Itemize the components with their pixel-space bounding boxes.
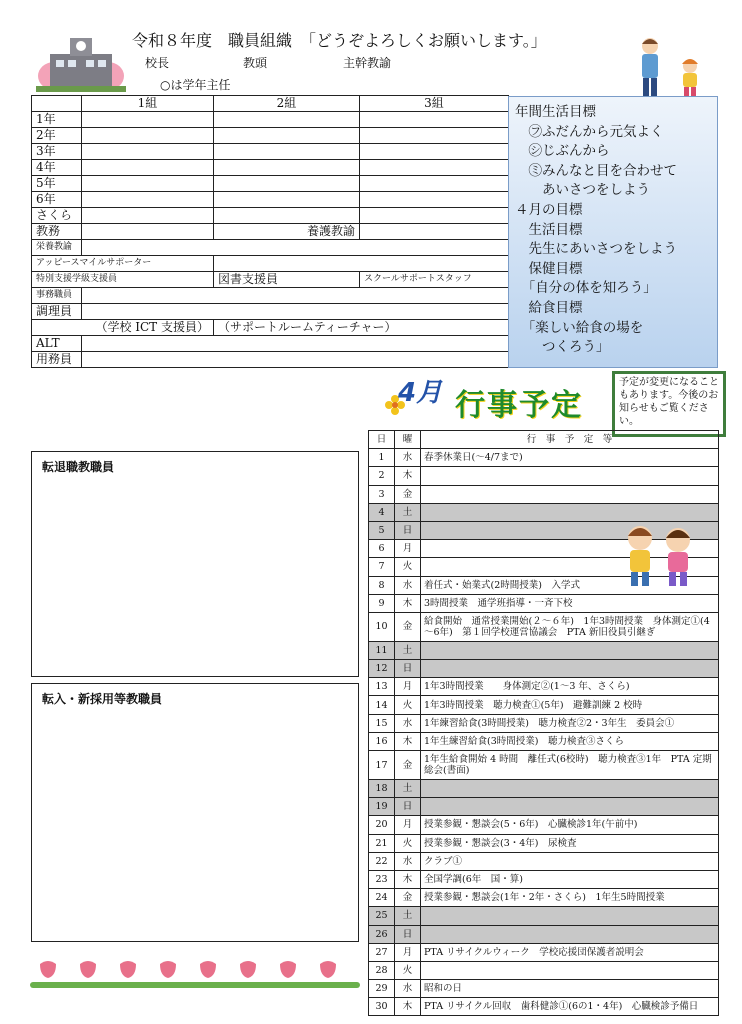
happy-row — [32, 256, 509, 272]
schedule-event — [421, 660, 719, 678]
alt-label: ALT — [32, 336, 82, 352]
schedule-weekday: 木 — [395, 870, 421, 888]
staff-header-row — [32, 96, 509, 112]
chori-row — [32, 304, 509, 320]
schedule-day: 9 — [369, 594, 395, 612]
schedule-event: 1年生練習給食(3時間授業) 聴力検査③さくら — [421, 732, 719, 750]
grade-row — [32, 160, 509, 176]
schedule-weekday: 月 — [395, 943, 421, 961]
schedule-event: 着任式・始業式(2時間授業) 入学式 — [421, 576, 719, 594]
grade-label: さくら — [32, 208, 82, 224]
grade-row — [32, 208, 509, 224]
schedule-day: 13 — [369, 678, 395, 696]
schedule-day: 26 — [369, 925, 395, 943]
schedule-weekday: 金 — [395, 889, 421, 907]
schedule-weekday: 土 — [395, 907, 421, 925]
grade-row — [32, 112, 509, 128]
jimu-label: 事務職員 — [32, 288, 82, 304]
schedule-event — [421, 907, 719, 925]
schedule-event: 3時間授業 通学班指導・一斉下校 — [421, 594, 719, 612]
yomu-label: 用務員 — [32, 352, 82, 368]
schedule-row — [369, 889, 719, 907]
schedule-weekday: 月 — [395, 540, 421, 558]
schedule-row — [369, 751, 719, 780]
column-header: 3組 — [360, 96, 509, 112]
schedule-row — [369, 732, 719, 750]
schedule-weekday: 金 — [395, 485, 421, 503]
schedule-day: 1 — [369, 449, 395, 467]
schedule-header-day: 日 — [369, 431, 395, 449]
jimu-row — [32, 288, 509, 304]
schedule-day: 24 — [369, 889, 395, 907]
schedule-header-row — [369, 431, 719, 449]
principal-label: 校長 — [145, 56, 170, 70]
schedule-row — [369, 467, 719, 485]
schedule-weekday: 火 — [395, 834, 421, 852]
schedule-event — [421, 961, 719, 979]
schedule-row — [369, 943, 719, 961]
goal-line: あいさつをしよう — [515, 182, 650, 199]
schedule-event — [421, 485, 719, 503]
schedule-day: 10 — [369, 612, 395, 641]
grade-label: 4年 — [32, 160, 82, 176]
goal-line: 先生にあいさつをしよう — [515, 241, 677, 258]
schedule-weekday: 金 — [395, 612, 421, 641]
schedule-row — [369, 816, 719, 834]
schedule-weekday: 水 — [395, 714, 421, 732]
schedule-row — [369, 714, 719, 732]
schedule-event: 授業参観・懇談会(3・4年) 尿検査 — [421, 834, 719, 852]
grade-leader-note: ○は学年主任 — [160, 78, 231, 92]
schedule-day: 19 — [369, 798, 395, 816]
grade-label: 2年 — [32, 128, 82, 144]
schedule-weekday: 木 — [395, 998, 421, 1016]
schedule-day: 12 — [369, 660, 395, 678]
goal-line: ㋛じぶんから — [515, 143, 610, 160]
schedule-event: 全国学調(6年 国・算) — [421, 870, 719, 888]
kyomu-row — [32, 224, 509, 240]
schedule-day: 5 — [369, 521, 395, 539]
eiyo-row — [32, 240, 509, 256]
goal-line: 「楽しい給食の場を — [515, 319, 644, 336]
schedule-day: 20 — [369, 816, 395, 834]
eiyo-label: 栄養教諭 — [32, 240, 82, 256]
schedule-weekday: 金 — [395, 751, 421, 780]
schedule-weekday: 火 — [395, 961, 421, 979]
schedule-day: 6 — [369, 540, 395, 558]
schedule-event: PTA リサイクル回収 歯科健診①(6の1・4年) 心臓検診予備日 — [421, 998, 719, 1016]
monthly-goals-panel — [508, 96, 718, 368]
schedule-row — [369, 594, 719, 612]
schedule-event: 1年3時間授業 聴力検査①(5年) 避難訓練 2 校時 — [421, 696, 719, 714]
goal-line: ㋯みんなと目を合わせて — [515, 162, 677, 179]
transfer-in-label: 転入・新採用等教職員 — [42, 692, 163, 706]
schedule-weekday: 木 — [395, 594, 421, 612]
page-title: 令和８年度 職員組織 「どうぞよろしくお願いします。」 — [132, 31, 547, 50]
schedule-event: 1年生給食開始 4 時間 離任式(6校時) 聴力検査③1年 PTA 定期総会(書面) — [421, 751, 719, 780]
schedule-day: 8 — [369, 576, 395, 594]
column-header: 2組 — [214, 96, 360, 112]
ict-row — [32, 320, 509, 336]
tulip-decoration — [30, 958, 360, 992]
schedule-event: クラブ① — [421, 852, 719, 870]
grade-label: 1年 — [32, 112, 82, 128]
schedule-row — [369, 678, 719, 696]
schedule-row — [369, 696, 719, 714]
grade-label: 6年 — [32, 192, 82, 208]
schedule-body — [369, 431, 719, 1016]
chori-label: 調理員 — [32, 304, 82, 320]
schedule-weekday: 日 — [395, 925, 421, 943]
schedule-day: 23 — [369, 870, 395, 888]
schedule-event: 春季休業日(～4/7まで) — [421, 449, 719, 467]
schedule-table — [368, 430, 719, 1016]
schedule-event — [421, 925, 719, 943]
schedule-day: 18 — [369, 780, 395, 798]
schedule-header-events: 行 事 予 定 等 — [421, 431, 719, 449]
grade-row — [32, 192, 509, 208]
schedule-event — [421, 503, 719, 521]
schedule-day: 7 — [369, 558, 395, 576]
schedule-event: 昭和の日 — [421, 980, 719, 998]
schedule-day: 29 — [369, 980, 395, 998]
schedule-row — [369, 925, 719, 943]
schedule-event: 1年3時間授業 身体測定②(1～3 年、さくら) — [421, 678, 719, 696]
schedule-event — [421, 780, 719, 798]
goal-line: ４月の目標 — [515, 201, 583, 218]
tosho-label: 図書支援員 — [214, 272, 360, 288]
happy-label: アッピースマイルサポーター — [32, 256, 214, 272]
schedule-event: 授業参観・懇談会(5・6年) 心臓検診1年(午前中) — [421, 816, 719, 834]
schedule-row — [369, 641, 719, 659]
yomu-row — [32, 352, 509, 368]
schedule-event — [421, 641, 719, 659]
goal-line: 生活目標 — [515, 221, 583, 238]
schedule-day: 17 — [369, 751, 395, 780]
schedule-weekday: 土 — [395, 641, 421, 659]
staff-table — [31, 95, 509, 368]
schedule-header-weekday: 曜 — [395, 431, 421, 449]
children-illustration — [618, 522, 704, 588]
schedule-row — [369, 834, 719, 852]
schedule-weekday: 水 — [395, 576, 421, 594]
school-support-label: スクールサポートスタッフ — [360, 272, 509, 288]
support-row — [32, 272, 509, 288]
schedule-weekday: 土 — [395, 780, 421, 798]
support-room-label: （サポートルームティーチャー） — [214, 320, 509, 336]
schedule-weekday: 水 — [395, 980, 421, 998]
goal-line: 年間生活目標 — [515, 104, 596, 120]
tokubetsu-label: 特別支援学級支援員 — [32, 272, 214, 288]
vice-principal-label: 教頭 — [243, 56, 268, 70]
schedule-event — [421, 798, 719, 816]
goal-line: つくろう」 — [515, 339, 610, 356]
schedule-banner-title: 行事予定 — [455, 388, 583, 423]
schedule-day: 14 — [369, 696, 395, 714]
ict-label: （学校 ICT 支援員） — [32, 320, 214, 336]
grade-label: 5年 — [32, 176, 82, 192]
schedule-weekday: 水 — [395, 852, 421, 870]
schedule-row — [369, 780, 719, 798]
schedule-day: 25 — [369, 907, 395, 925]
grade-row — [32, 144, 509, 160]
schedule-weekday: 火 — [395, 558, 421, 576]
goal-line: ㋫ふだんから元気よく — [515, 123, 664, 140]
schedule-row — [369, 503, 719, 521]
schedule-row — [369, 870, 719, 888]
goal-line: 給食目標 — [515, 299, 583, 316]
schedule-day: 2 — [369, 467, 395, 485]
head-teacher-label: 主幹教諭 — [343, 56, 392, 70]
corner-cell — [32, 96, 82, 112]
schedule-weekday: 土 — [395, 503, 421, 521]
schedule-day: 21 — [369, 834, 395, 852]
grade-row — [32, 176, 509, 192]
schedule-day: 4 — [369, 503, 395, 521]
kyomu-label: 教務 — [32, 224, 82, 240]
transfer-in-box — [31, 683, 359, 942]
transfer-out-box — [31, 451, 359, 677]
schedule-row — [369, 612, 719, 641]
schedule-row — [369, 660, 719, 678]
schedule-row — [369, 980, 719, 998]
schedule-event: 給食開始 通常授業開始(２～６年) 1年3時間授業 身体測定①(4～6年) 第１回学校運営協議会 PTA 新旧役員引継ぎ — [421, 612, 719, 641]
schedule-day: 11 — [369, 641, 395, 659]
schedule-weekday: 日 — [395, 798, 421, 816]
teachers-illustration — [626, 36, 718, 98]
schedule-row — [369, 961, 719, 979]
schedule-weekday: 月 — [395, 816, 421, 834]
schedule-event: 授業参観・懇談会(1年・2年・さくら) 1年生5時間授業 — [421, 889, 719, 907]
schedule-weekday: 水 — [395, 449, 421, 467]
schedule-event: 1年練習給食(3時間授業) 聴力検査②2・3年生 委員会① — [421, 714, 719, 732]
grade-row — [32, 128, 509, 144]
schedule-row — [369, 907, 719, 925]
month-label: 4月 — [398, 378, 443, 408]
schedule-event: PTA リサイクルウィーク 学校応援団保護者説明会 — [421, 943, 719, 961]
schedule-weekday: 日 — [395, 660, 421, 678]
schedule-weekday: 火 — [395, 696, 421, 714]
schedule-weekday: 月 — [395, 678, 421, 696]
schedule-weekday: 木 — [395, 732, 421, 750]
yogo-label: 養護教諭 — [214, 224, 360, 240]
schedule-weekday: 日 — [395, 521, 421, 539]
transfer-out-label: 転退職教職員 — [42, 460, 115, 474]
schedule-row — [369, 798, 719, 816]
schedule-day: 27 — [369, 943, 395, 961]
schedule-row — [369, 998, 719, 1016]
schedule-event — [421, 467, 719, 485]
goal-line: 保健目標 — [515, 260, 583, 277]
school-building-illustration — [36, 26, 126, 92]
schedule-row — [369, 449, 719, 467]
column-header: 1組 — [82, 96, 214, 112]
schedule-day: 22 — [369, 852, 395, 870]
grade-label: 3年 — [32, 144, 82, 160]
schedule-day: 30 — [369, 998, 395, 1016]
goal-line: 「自分の体を知ろう」 — [515, 280, 657, 297]
schedule-day: 3 — [369, 485, 395, 503]
change-notice: 予定が変更になることもあります。今後のお知らせもご覧ください。 — [612, 371, 726, 437]
schedule-weekday: 木 — [395, 467, 421, 485]
schedule-row — [369, 852, 719, 870]
schedule-day: 28 — [369, 961, 395, 979]
schedule-day: 16 — [369, 732, 395, 750]
schedule-day: 15 — [369, 714, 395, 732]
alt-row — [32, 336, 509, 352]
schedule-row — [369, 485, 719, 503]
